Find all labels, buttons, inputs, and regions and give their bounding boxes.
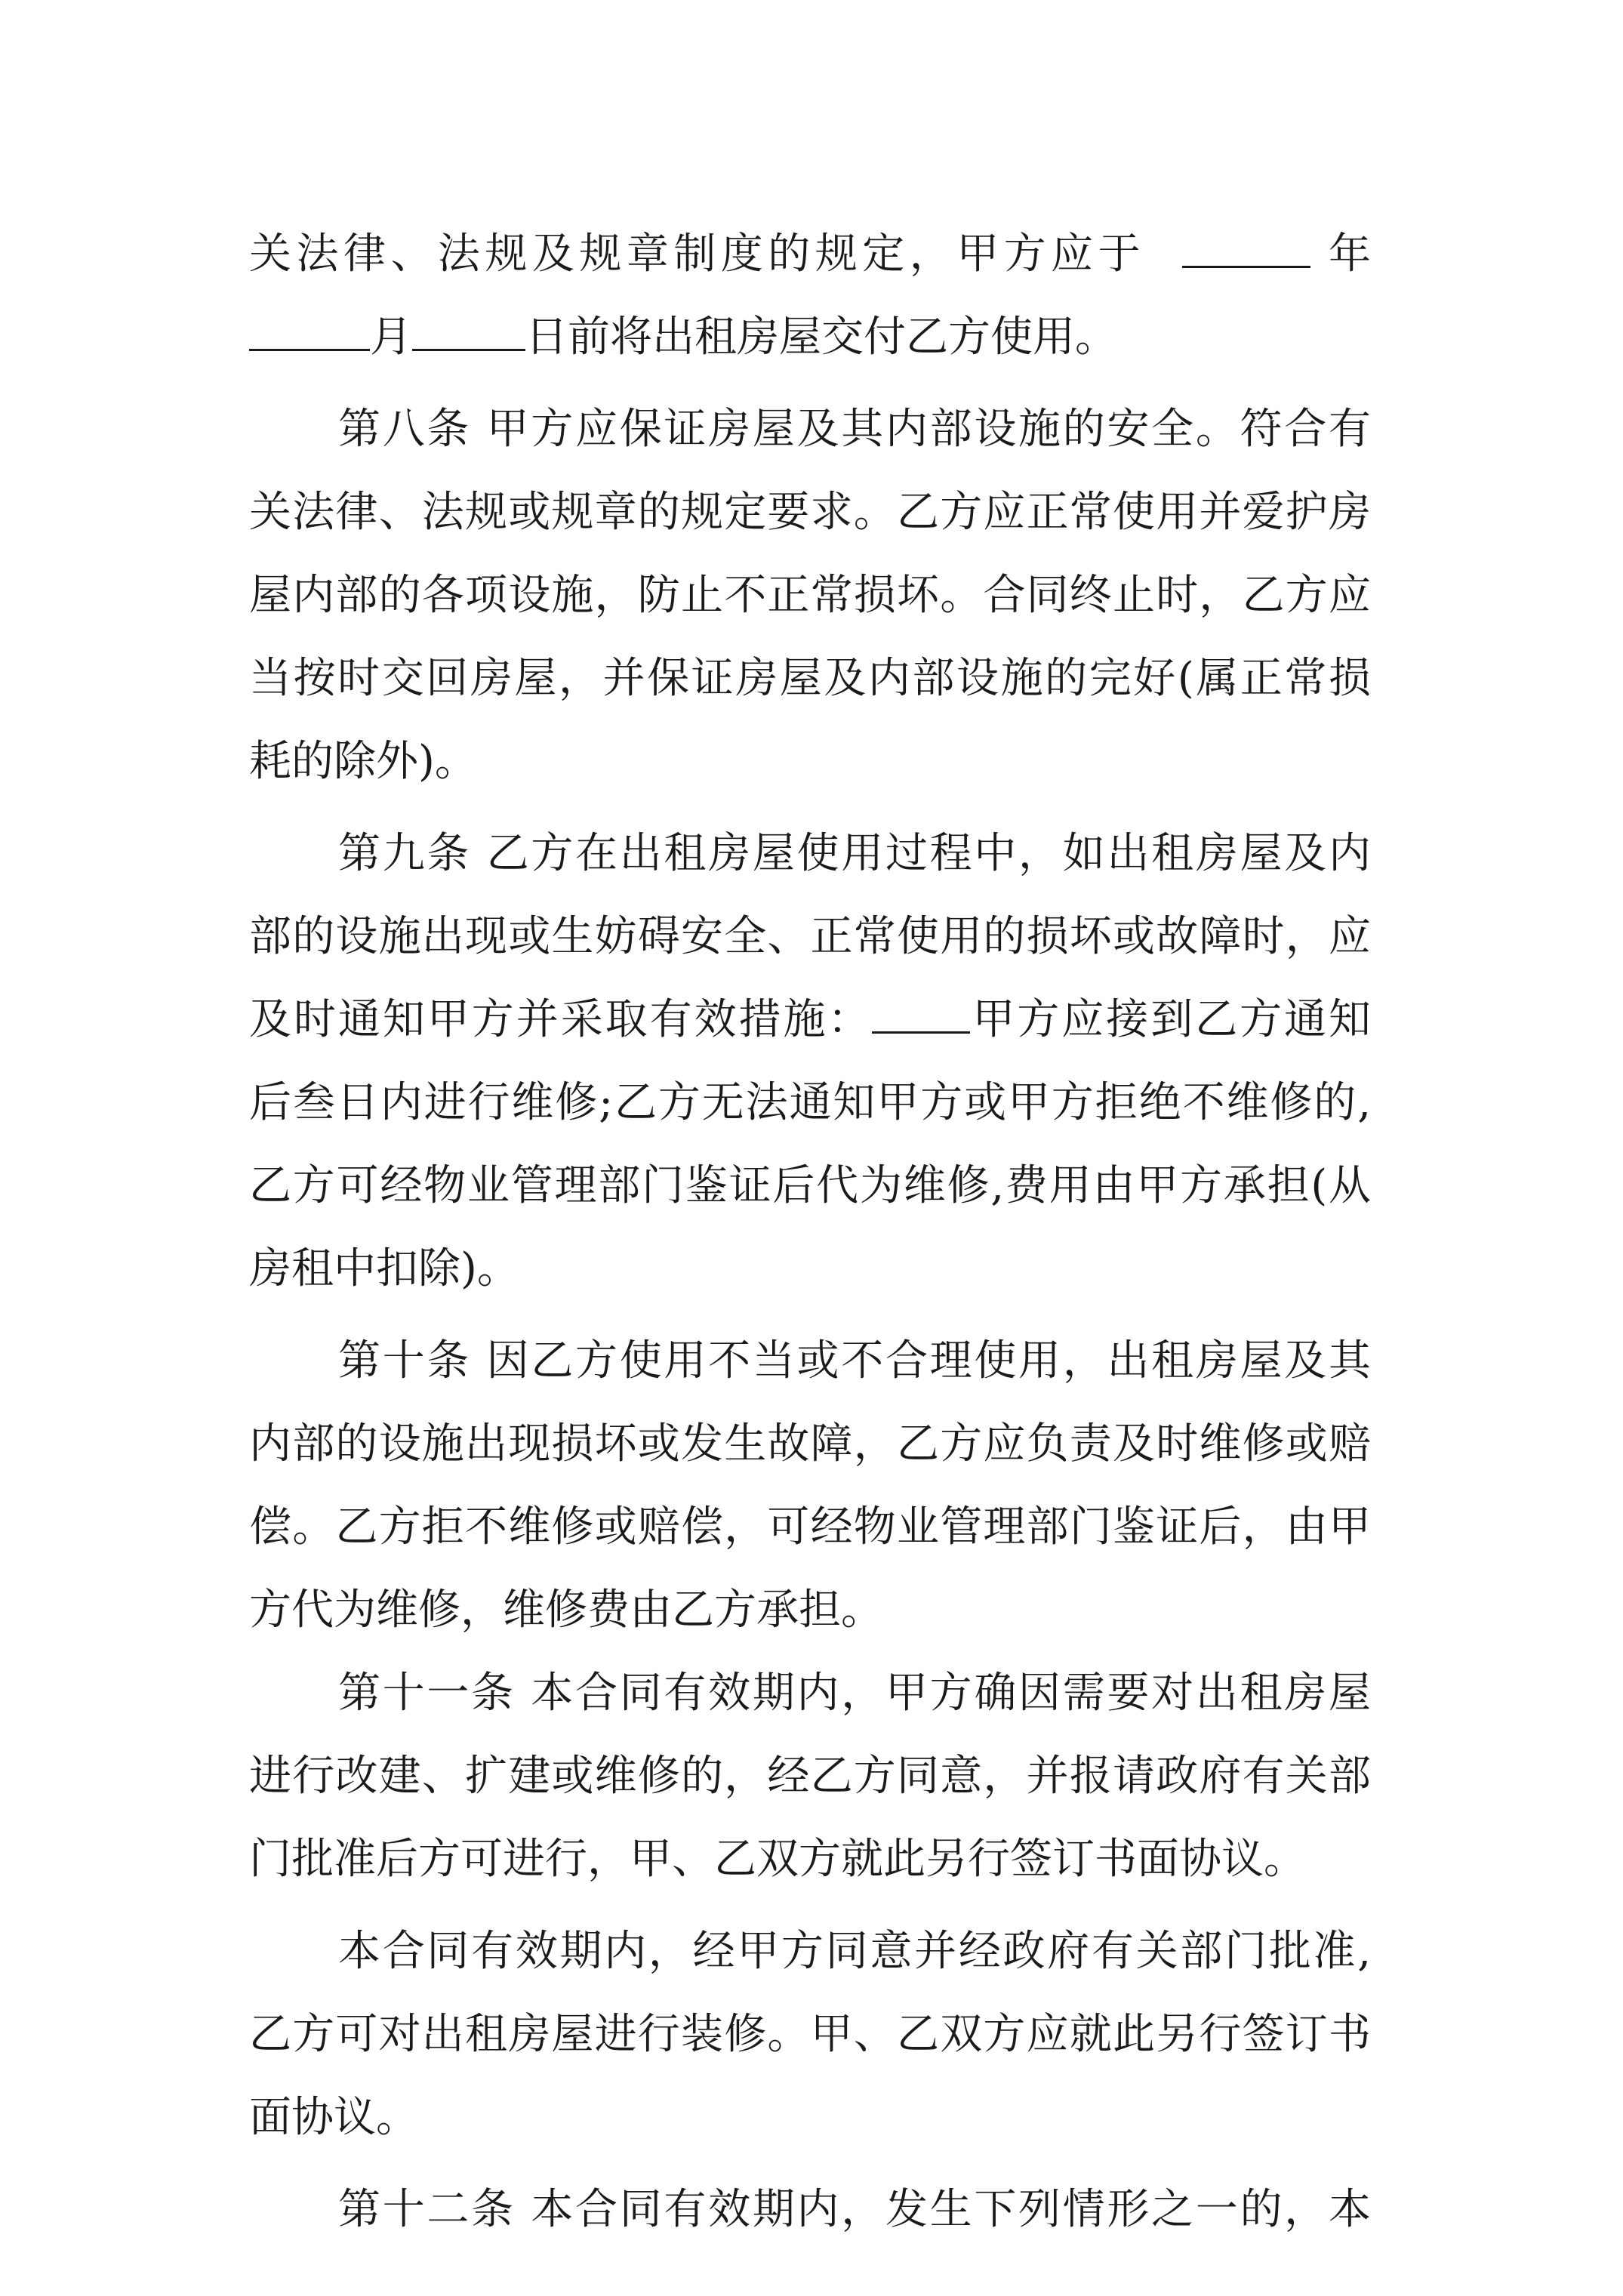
article-8-line-3: 屋内部的各项设施，防止不正常损坏。合同终止时，乙方应 <box>249 571 1371 620</box>
article-11b-line-3: 面协议。 <box>249 2093 418 2142</box>
line-text: 日前将出租房屋交付乙方使用。 <box>525 313 1117 362</box>
line-text: 年 <box>1329 230 1372 279</box>
fill-in-blank <box>249 305 370 351</box>
article-10-line-2: 内部的设施出现损坏或发生故障，乙方应负责及时维修或赔 <box>249 1419 1371 1469</box>
article-9-line-5: 乙方可经物业管理部门鉴证后代为维修,费用由甲方承担(从 <box>249 1161 1371 1210</box>
article-10-line-4: 方代为维修，维修费由乙方承担。 <box>249 1586 883 1635</box>
text-line <box>249 213 1371 296</box>
article-12-line-1: 第十二条 本合同有效期内，发生下列情形之一的，本 <box>338 2185 1371 2234</box>
article-11-line-2: 进行改建、扩建或维修的，经乙方同意，并报请政府有关部 <box>249 1752 1371 1801</box>
article-11b-line-2: 乙方可对出租房屋进行装修。甲、乙双方应就此另行签订书 <box>249 2010 1371 2059</box>
article-11-line-1: 第十一条 本合同有效期内，甲方确因需要对出租房屋 <box>338 1669 1371 1718</box>
line-text: 关法律、法规及规章制度的规定，甲方应于 <box>249 230 1146 279</box>
fill-in-blank <box>872 988 970 1034</box>
article-8-line-2: 关法律、法规或规章的规定要求。乙方应正常使用并爱护房 <box>249 488 1371 537</box>
article-9-line-6: 房租中扣除)。 <box>249 1244 519 1293</box>
article-9-line-4: 后叁日内进行维修;乙方无法通知甲方或甲方拒绝不维修的, <box>249 1078 1371 1127</box>
line-text: 及时通知甲方并采取有效措施： <box>249 995 873 1044</box>
article-8-line-1: 第八条 甲方应保证房屋及其内部设施的安全。符合有 <box>338 405 1371 454</box>
article-9-line-1: 第九条 乙方在出租房屋使用过程中，如出租房屋及内 <box>338 829 1371 878</box>
article-8-line-4: 当按时交回房屋，并保证房屋及内部设施的完好(属正常损 <box>249 654 1371 703</box>
fill-in-blank <box>1182 222 1310 268</box>
line-text: 月 <box>370 313 412 362</box>
article-8-line-5: 耗的除外)。 <box>249 737 477 786</box>
article-11b-line-1: 本合同有效期内，经甲方同意并经政府有关部门批准, <box>338 1927 1371 1976</box>
line-text: 甲方应接到乙方通知 <box>970 995 1372 1044</box>
article-10-line-1: 第十条 因乙方使用不当或不合理使用，出租房屋及其 <box>338 1336 1371 1385</box>
article-10-line-3: 偿。乙方拒不维修或赔偿，可经物业管理部门鉴证后，由甲 <box>249 1502 1371 1552</box>
article-11-line-3: 门批准后方可进行，甲、乙双方就此另行签订书面协议。 <box>249 1835 1306 1884</box>
article-9-line-3 <box>249 978 1371 1062</box>
article-9-line-2: 部的设施出现或生妨碍安全、正常使用的损坏或故障时，应 <box>249 912 1371 961</box>
document-body <box>249 213 1371 2251</box>
fill-in-blank <box>412 305 525 351</box>
text-line <box>249 296 1371 379</box>
